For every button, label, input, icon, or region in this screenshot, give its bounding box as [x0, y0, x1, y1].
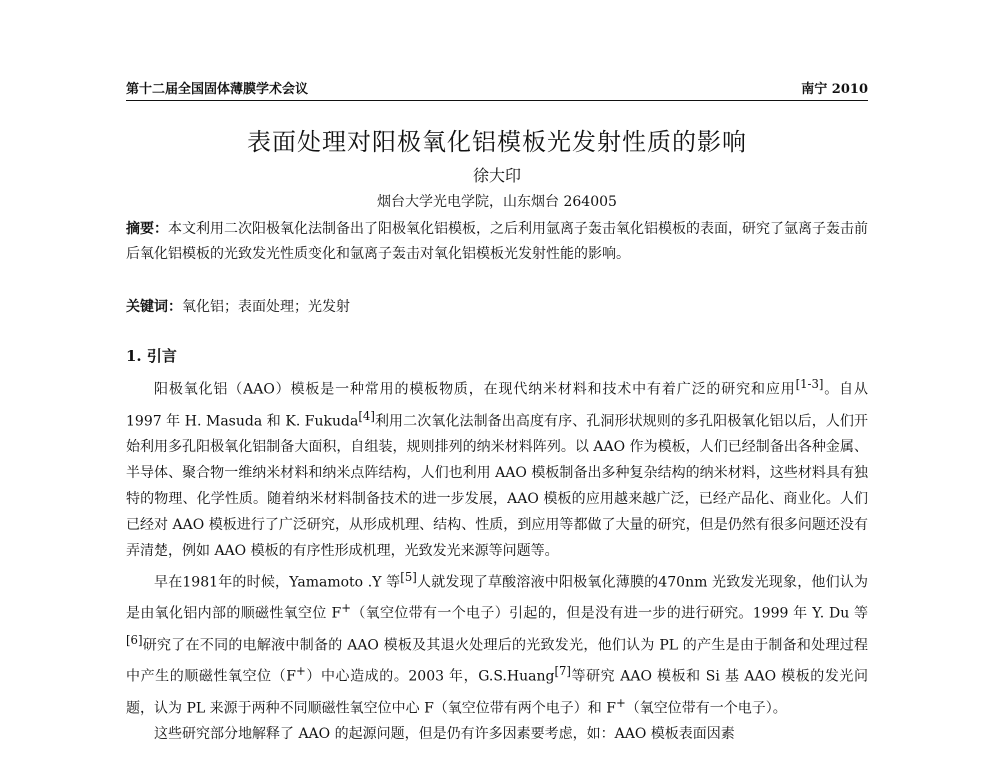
text-run: 。自从 1997 年 H. Masuda 和 K. Fukuda: [126, 381, 868, 430]
text-run: （氧空位带有一个电子）引起的，但是没有进一步的进行研究。1999 年 Y. Du 等: [351, 605, 868, 622]
author-name: 徐大印: [472, 166, 521, 185]
abstract: [126, 217, 868, 267]
abstract-label: 摘要：: [126, 221, 168, 237]
superscript: +: [296, 664, 306, 679]
abstract-text: 本文利用二次阳极氧化法制备出了阳极氧化铝模板，之后利用氩离子轰击氧化铝模板的表面，研究了氩离子轰击前后氧化铝模板的光致发光性质变化和氩离子轰击对氧化铝模板光发射性能的影响。: [126, 221, 868, 262]
citation: [6]: [126, 632, 143, 647]
keywords-text: 氧化铝；表面处理；光发射: [182, 299, 350, 315]
superscript: +: [615, 695, 626, 710]
text-run: 阳极氧化铝（AAO）模板是一种常用的模板物质，在现代纳米材料和技术中有着广泛的研究和应用: [154, 381, 796, 398]
citation: [1-3]: [795, 377, 824, 391]
text-run: （氧空位带有一个电子）。: [625, 700, 787, 717]
keywords: [126, 295, 868, 319]
citation: [5]: [400, 569, 417, 584]
conference-name: 第十二届全国固体薄膜学术会议: [126, 82, 309, 97]
citation: [4]: [358, 408, 375, 423]
paragraph-2: [126, 565, 868, 723]
text-run: 利用二次氧化法制备出高度有序、孔洞形状规则的多孔阳极氧化铝以后，人们开始利用多孔阳极氧化铝制备大面积，自组装，规则排列的纳米材料阵列。以 AAO 作为模板，人们已经制备出各种金属、半导体、聚合物一维纳米材料和纳米点阵结构，人们也利用 AAO 模板制备出多种复杂结构的纳米材料，这些材料具有独特的物理、化学性质。随着纳米材料制备技术的进一步发展，AAO 模板的应用越来越广泛，已经产品化、商业化。人们已经对 AAO 模板进行了广泛研究，从形成机理、结构、性质，到应用等都做了大量的研究，但是仍然有很多问题还没有弄清楚，例如 AAO 模板的有序性形成机理，光致发光来源等问题等。: [126, 413, 869, 559]
section-heading-introduction: 1. 引言: [126, 347, 177, 365]
paragraph-1: [126, 372, 868, 565]
author-affiliation: 烟台大学光电学院，山东烟台 264005: [377, 194, 617, 210]
citation: [7]: [554, 664, 571, 679]
location-year: 南宁 2010: [801, 82, 868, 97]
text-run: 人就发现了草酸溶液中阳极氧化薄膜的470nm 光致发光现象，他们认为是由氧化铝内部的顺磁性氧空位 F: [126, 574, 868, 622]
running-header: [126, 78, 868, 101]
text-run: 研究了在不同的电解液中制备的 AAO 模板及其退火处理后的光致发光，他们认为 PL 的产生是由于制备和处理过程中产生的顺磁性氧空位（F: [126, 637, 868, 685]
paragraph-3: 这些研究部分地解释了 AAO 的起源问题，但是仍有许多因素要考虑，如：AAO 模板表面因素: [154, 726, 735, 743]
paper-title: 表面处理对阳极氧化铝模板光发射性质的影响: [247, 128, 747, 156]
text-run: ）中心造成的。2003 年，G.S.Huang: [305, 669, 555, 685]
section-body: [126, 372, 868, 748]
keywords-label: 关键词：: [126, 299, 182, 315]
text-run: 早在1981年的时候，Yamamoto .Y 等: [154, 574, 401, 591]
superscript: +: [341, 601, 351, 616]
text-run: 等研究 AAO 模板和 Si 基 AAO 模板的发光问题，认为 PL 来源于两种不同顺磁性氧空位中心 F（氧空位带有两个电子）和 F: [126, 669, 869, 717]
